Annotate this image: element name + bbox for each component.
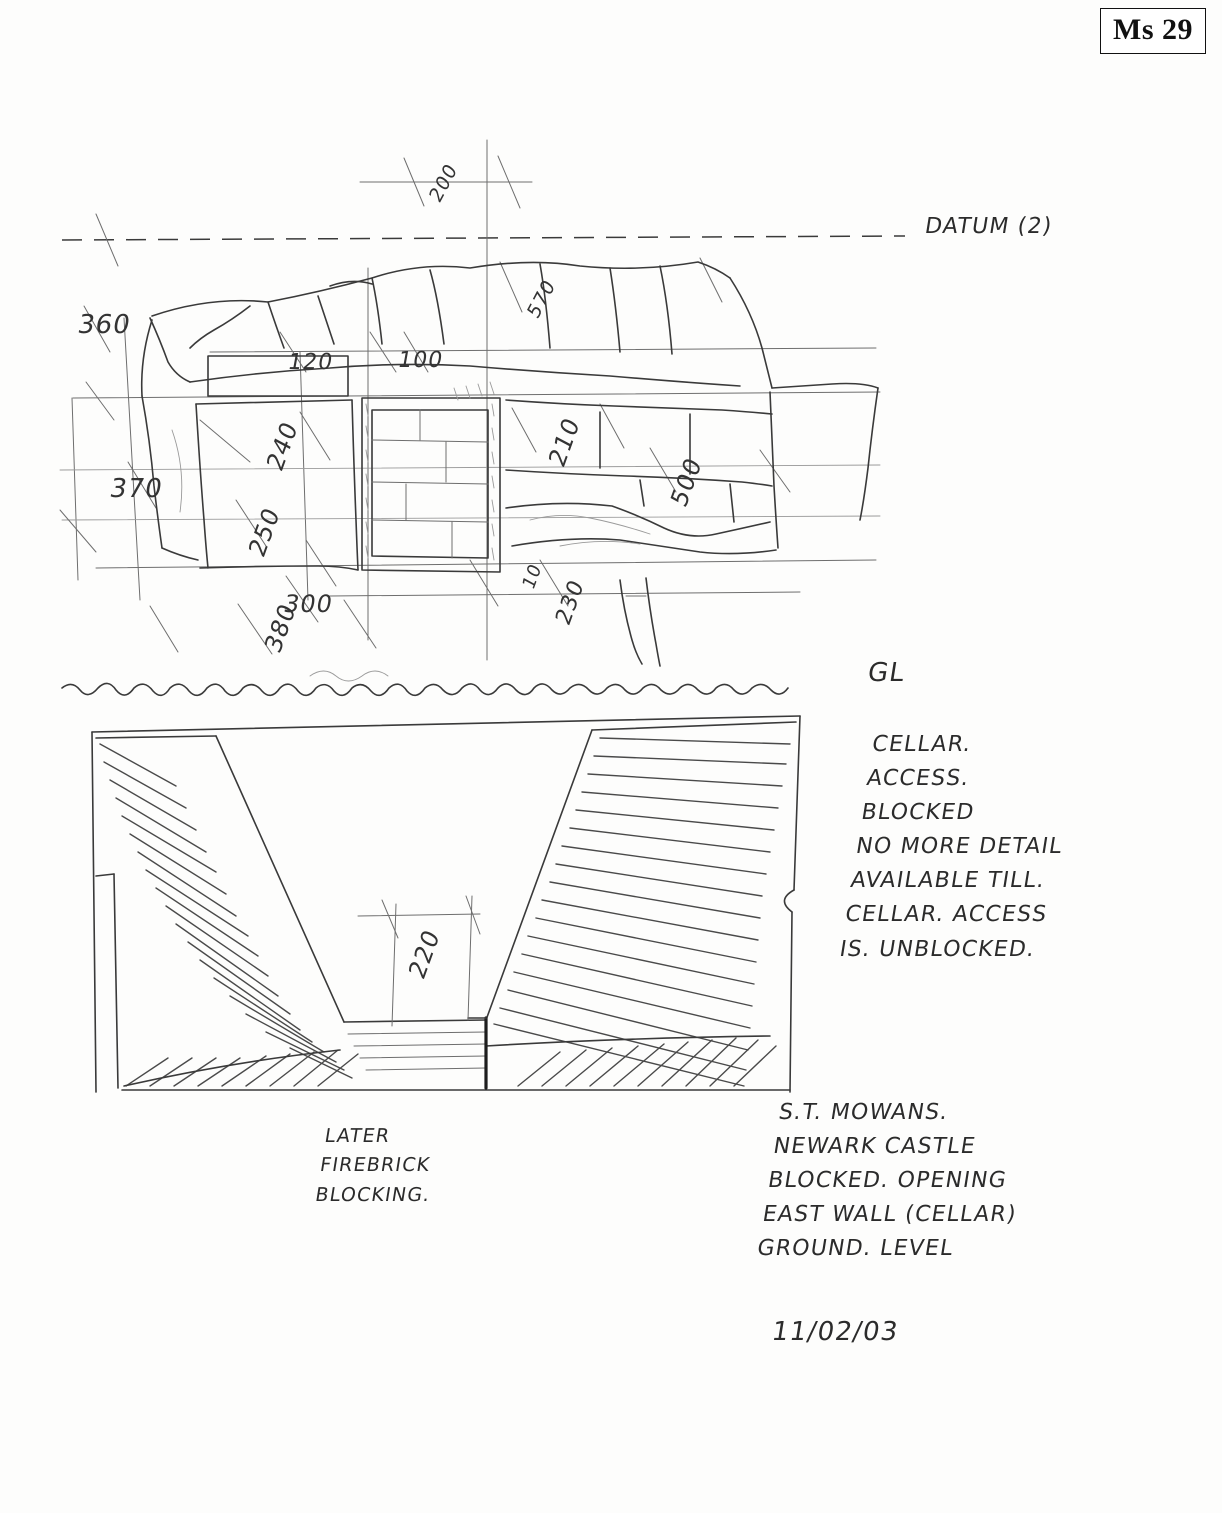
dimension-120: 120 — [285, 350, 336, 375]
dimension-240: 240 — [261, 416, 304, 476]
firebrick-blocking — [344, 1018, 486, 1088]
dimension-570: 570 — [523, 275, 560, 323]
dimension-10: 10 — [518, 559, 547, 594]
hatch-right-splay — [494, 738, 790, 1086]
dimension-210: 210 — [543, 412, 586, 472]
dimension-220: 220 — [403, 924, 446, 984]
ground-level-label: GL — [865, 658, 908, 688]
dimension-250: 250 — [243, 502, 286, 562]
dimension-500: 500 — [665, 452, 708, 512]
setting-out-grid — [60, 140, 880, 660]
drawing-date: 11/02/03 — [769, 1317, 901, 1347]
cellar-access-note: CELLAR. ACCESS. BLOCKED NO MORE DETAIL AVAILABLE TILL. CELLAR. ACCESS IS. UNBLOCKED. — [837, 732, 1065, 962]
dimension-300: 300 — [281, 590, 336, 618]
datum-line — [62, 214, 905, 266]
dimension-200: 200 — [425, 159, 462, 207]
dimension-230: 230 — [551, 575, 590, 630]
dimension-370: 370 — [107, 474, 166, 504]
ground-level-line — [62, 671, 788, 695]
dimension-360: 360 — [75, 310, 134, 340]
dimension-ticks — [60, 156, 790, 654]
dimension-100: 100 — [395, 348, 446, 373]
archive-reference-stamp: Ms 29 — [1100, 8, 1206, 54]
title-block: S.T. MOWANS. NEWARK CASTLE BLOCKED. OPENING EAST WALL (CELLAR) GROUND. LEVEL — [755, 1100, 1019, 1262]
hatch-left-splay — [100, 744, 352, 1078]
hatch-lower-fill — [126, 1038, 776, 1086]
firebrick-blocking-label: LATER FIREBRICK BLOCKING. — [313, 1125, 433, 1206]
masonry-elevation — [142, 262, 878, 666]
section-drawing — [92, 716, 800, 1092]
dimension-380: 380 — [259, 598, 302, 658]
datum-label: DATUM (2) — [923, 214, 1055, 239]
